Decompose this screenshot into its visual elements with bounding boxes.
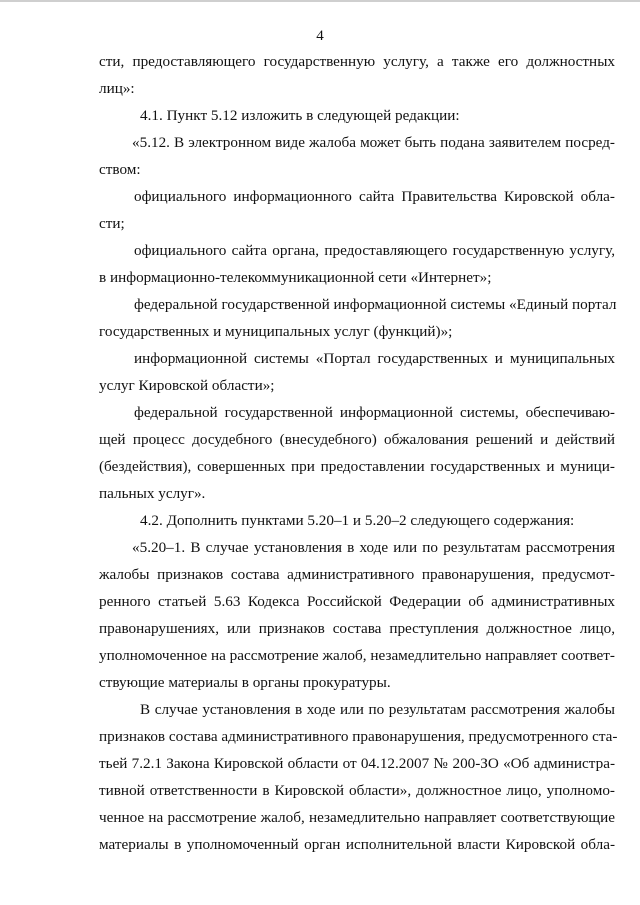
text-line: сти;	[99, 215, 125, 232]
text-line: уполномоченное на рассмотрение жалоб, незамедлительно направляет соответ-	[99, 647, 615, 664]
text-line: официального информационного сайта Правительства Кировской обла-	[134, 188, 615, 205]
text-line: информационной системы «Портал государственных и муниципальных	[134, 350, 615, 367]
text-line: жалобы признаков состава административного правонарушения, предусмот-	[99, 566, 615, 583]
text-line: тивной ответственности в Кировской области», должностное лицо, уполномо-	[99, 782, 615, 799]
text-line: федеральной государственной информационной системы, обеспечиваю-	[134, 404, 615, 421]
text-line: «5.20–1. В случае установления в ходе или по результатам рассмотрения	[132, 539, 615, 556]
text-line: тьей 7.2.1 Закона Кировской области от 04.12.2007 № 200-ЗО «Об администра-	[99, 755, 615, 772]
text-line: 4.2. Дополнить пунктами 5.20–1 и 5.20–2 следующего содержания:	[140, 512, 575, 529]
text-line: ствующие материалы в органы прокуратуры.	[99, 674, 391, 691]
text-line: (бездействия), совершенных при предоставлении государственных и муници-	[99, 458, 615, 475]
page-number: 4	[316, 28, 324, 44]
text-line: материалы в уполномоченный орган исполнительной власти Кировской обла-	[99, 836, 615, 853]
text-line: услуг Кировской области»;	[99, 377, 275, 394]
text-line: признаков состава административного правонарушения, предусмотренного ста-	[99, 728, 618, 745]
text-line: В случае установления в ходе или по результатам рассмотрения жалобы	[140, 701, 615, 718]
text-line: щей процесс досудебного (внесудебного) обжалования решений и действий	[99, 431, 615, 448]
text-line: государственных и муниципальных услуг (функций)»;	[99, 323, 453, 340]
text-line: официального сайта органа, предоставляющего государственную услугу,	[134, 242, 615, 259]
scan-top-edge	[0, 0, 640, 2]
text-line: правонарушениях, или признаков состава преступления должностное лицо,	[99, 620, 615, 637]
text-line: федеральной государственной информационной системы «Единый портал	[134, 296, 617, 313]
text-line: ством:	[99, 161, 141, 178]
document-body	[99, 48, 618, 858]
text-line: «5.12. В электронном виде жалоба может быть подана заявителем посред-	[132, 134, 615, 151]
text-line: 4.1. Пункт 5.12 изложить в следующей редакции:	[140, 107, 460, 124]
text-line: сти, предоставляющего государственную услугу, а также его должностных	[99, 53, 615, 70]
text-line: ченное на рассмотрение жалоб, незамедлительно направляет соответствующие	[99, 809, 615, 826]
text-line: в информационно-телекоммуникационной сети «Интернет»;	[99, 269, 492, 286]
text-line: ренного статьей 5.63 Кодекса Российской Федерации об административных	[99, 593, 615, 610]
text-line: лиц»:	[99, 80, 135, 97]
text-line: пальных услуг».	[99, 485, 206, 502]
